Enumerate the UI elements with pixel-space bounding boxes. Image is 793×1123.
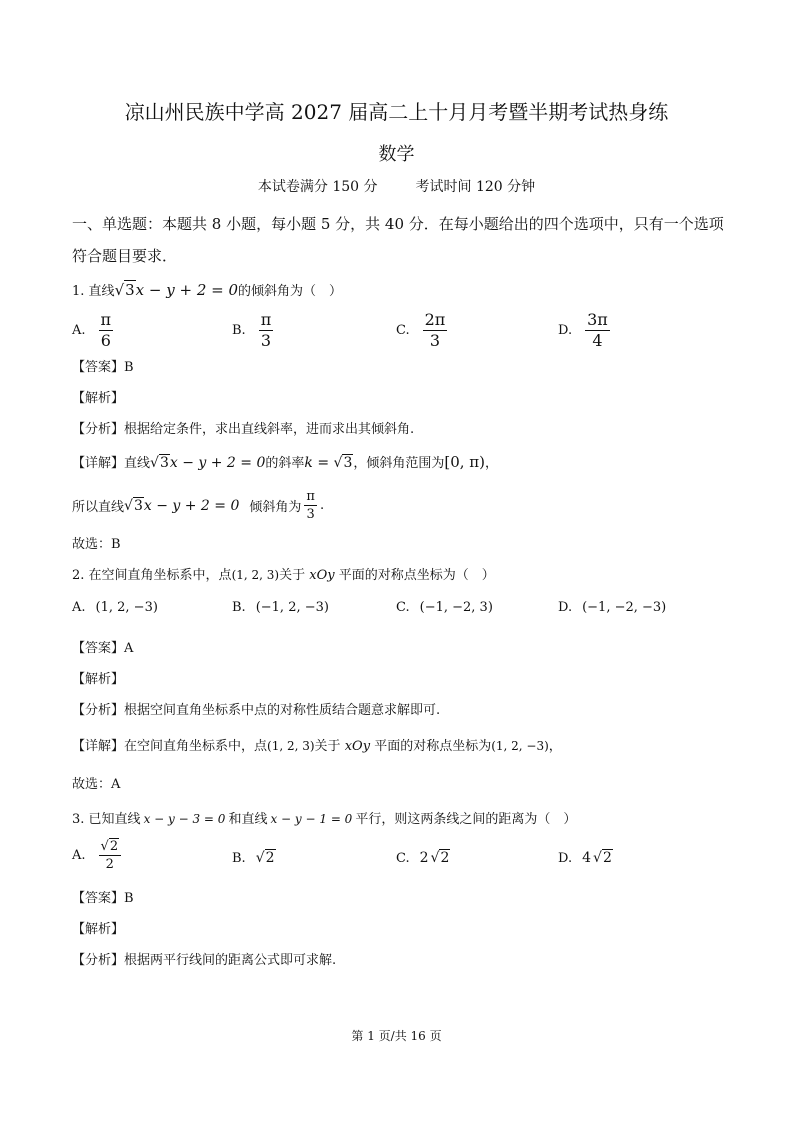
exam-subject: 数学 <box>378 144 415 165</box>
question-number: 1. <box>72 284 85 299</box>
section-heading: 一、单选题：本题共 8 小题，每小题 5 分，共 40 分．在每小题给出的四个选项中，只有一个选项符合题目要求． <box>72 215 724 265</box>
q3-jiexi: 【解析】 <box>72 922 125 937</box>
score-info: 本试卷满分 150 分 <box>257 179 378 195</box>
q2-answer: 【答案】A <box>72 641 134 656</box>
q2-fenxi: 【分析】根据空间直角坐标系中点的对称性质结合题意求解即可. <box>72 703 441 718</box>
q1-option-b[interactable]: B. $\frac{\pi}{3}$ <box>232 310 272 350</box>
question-2: 2. 在空间直角坐标系中，点(1, 2, 3)关于 xOy 平面的对称点坐标为（ ） <box>72 568 495 583</box>
q2-option-b[interactable]: B. (−1, 2, −3) <box>232 600 329 615</box>
sqrt-3: √3 <box>114 281 135 299</box>
q1-option-a[interactable]: A. $\frac{\pi}{6}$ <box>72 310 112 350</box>
q1-choice: 故选：B <box>72 537 121 552</box>
q1-option-c[interactable]: C. $\frac{2\pi}{3}$ <box>396 310 446 350</box>
q1-detail: 【详解】直线√3x − y + 2 = 0的斜率k = √3，倾斜角范围为[0, π)， <box>72 453 499 471</box>
time-info: 考试时间 120 分钟 <box>415 179 536 195</box>
q3-answer: 【答案】B <box>72 891 134 906</box>
q2-detail: 【详解】在空间直角坐标系中，点(1, 2, 3)关于 xOy 平面的对称点坐标为(1, 2, −3)， <box>72 739 562 754</box>
q2-jiexi: 【解析】 <box>72 672 125 687</box>
exam-info <box>0 176 793 196</box>
question-text-post: 的倾斜角为（ ） <box>238 284 343 299</box>
q2-option-c[interactable]: C. (−1, −2, 3) <box>396 600 493 615</box>
q3-option-c[interactable]: C. 2 √2 <box>396 850 450 866</box>
q1-conclusion: 所以直线 √3 x − y + 2 = 0 倾斜角为 $\frac{\pi}{3}$ . <box>72 489 325 522</box>
q1-answer: 【答案】B <box>72 360 134 375</box>
q3-fenxi: 【分析】根据两平行线间的距离公式即可求解. <box>72 953 337 968</box>
q1-fenxi: 【分析】根据给定条件，求出直线斜率，进而求出其倾斜角. <box>72 422 415 437</box>
q1-jiexi: 【解析】 <box>72 391 125 406</box>
exam-title: 凉山州民族中学高 2027 届高二上十月月考暨半期考试热身练 <box>124 100 669 124</box>
page-footer: 第 1 页/共 16 页 <box>351 1029 442 1043</box>
equation: x − y + 2 = 0 <box>135 281 239 299</box>
q1-option-d[interactable]: D. $\frac{3\pi}{4}$ <box>558 310 608 350</box>
q2-choice: 故选：A <box>72 777 121 792</box>
q3-option-b[interactable]: B. √2 <box>232 850 275 866</box>
q2-option-a[interactable]: A. (1, 2, −3) <box>72 600 158 615</box>
q3-option-d[interactable]: D. 4 √2 <box>558 850 612 866</box>
question-text-pre: 直线 <box>88 284 115 299</box>
question-number: 3. <box>72 812 85 827</box>
question-3: 3. 已知直线 x − y − 3 = 0 和直线 x − y − 1 = 0 平行，则这两条线之间的距离为（ ） <box>72 812 577 827</box>
question-1 <box>72 280 342 299</box>
q2-option-d[interactable]: D. (−1, −2, −3) <box>558 600 667 615</box>
question-number: 2. <box>72 568 85 583</box>
q3-option-a[interactable]: A. $\frac{√2}{2}$ <box>72 840 124 871</box>
